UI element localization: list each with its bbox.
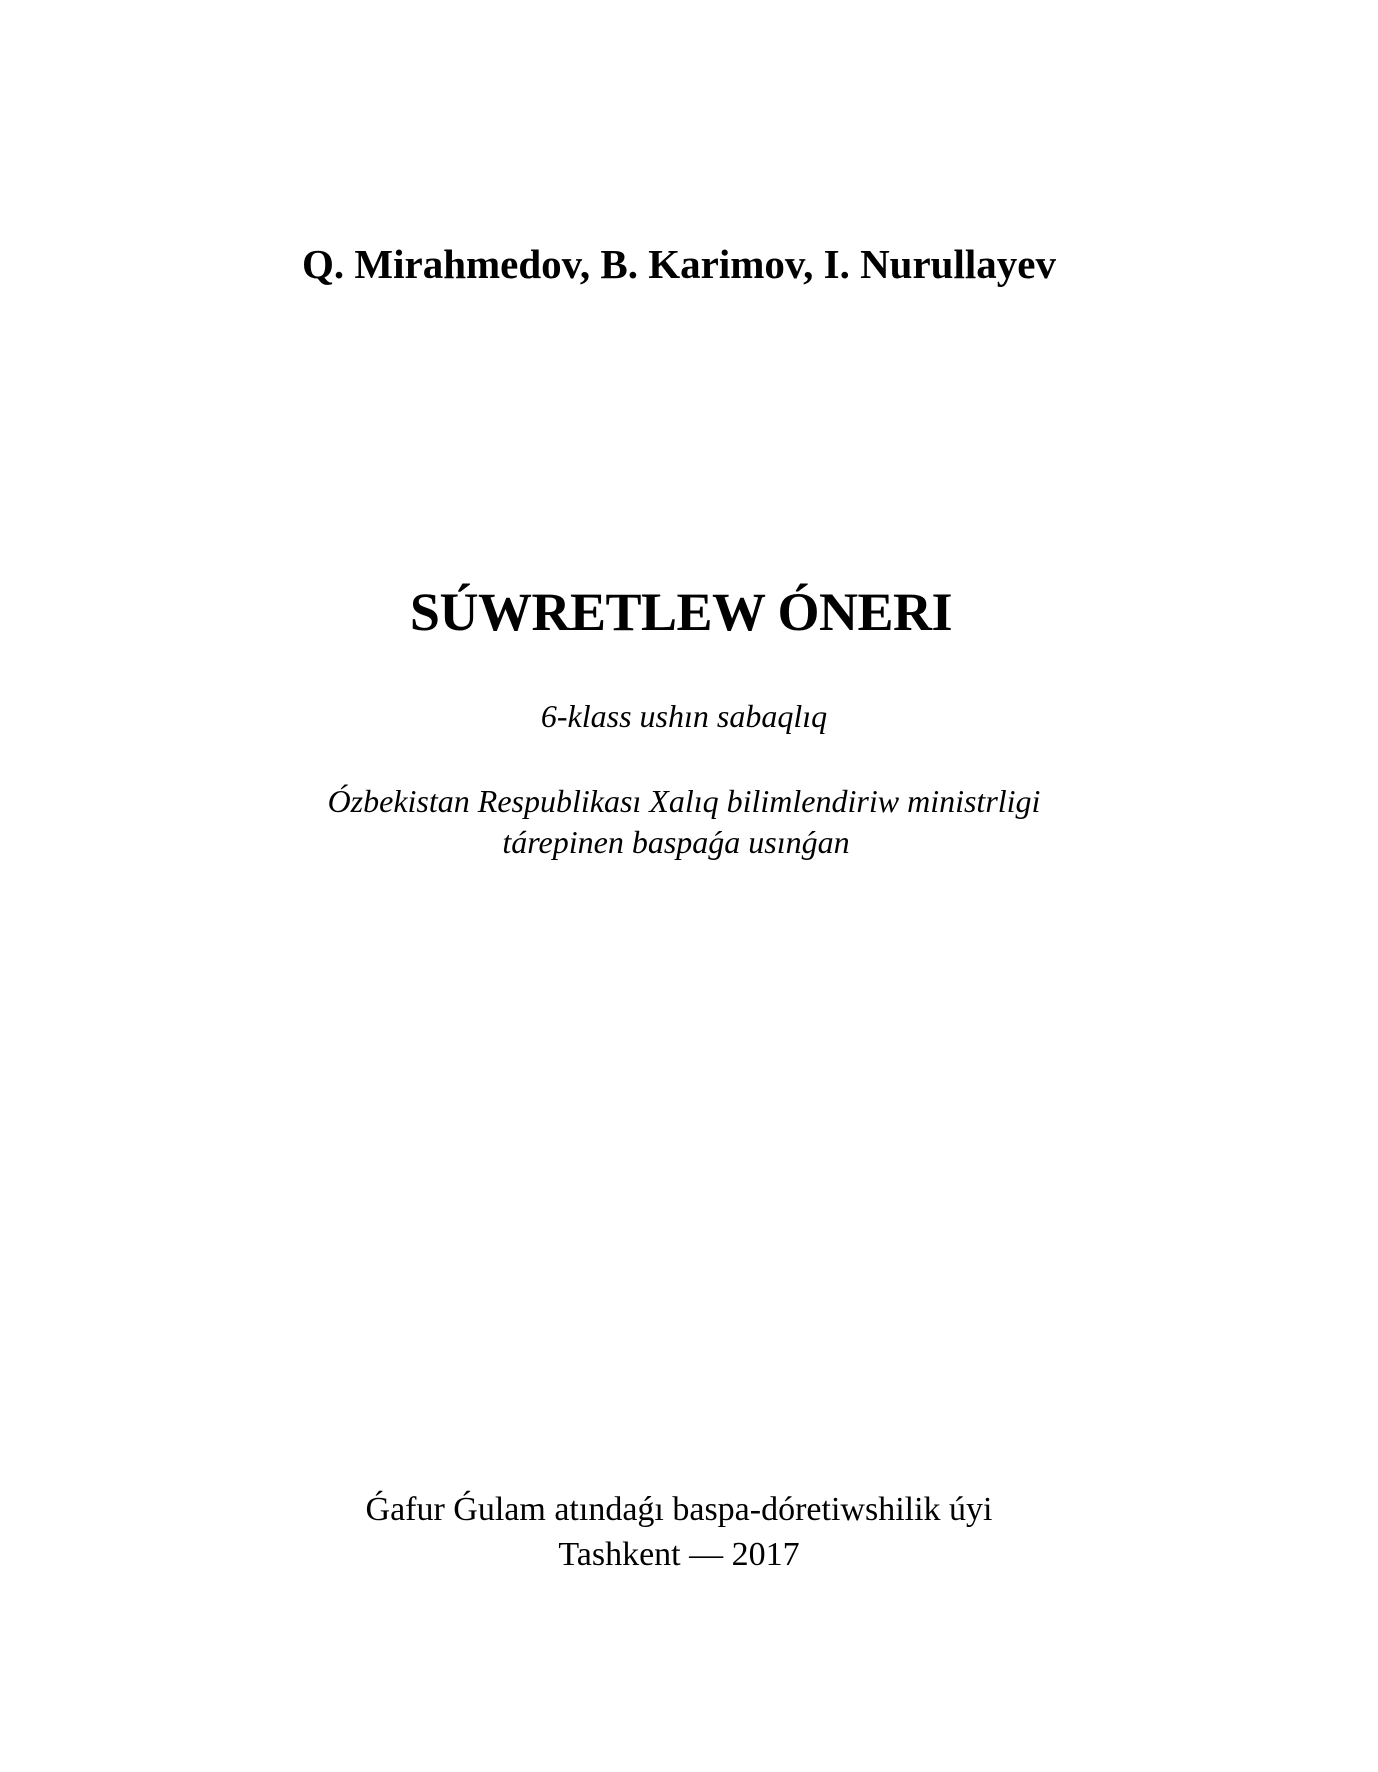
book-title: SÚWRETLEW ÓNERI xyxy=(409,582,953,642)
publisher: Ǵafur Ǵulam atındaǵı baspa-dóretiwshilik úyi xyxy=(365,1491,993,1528)
authors: Q. Mirahmedov, B. Karimov, I. Nurullayev xyxy=(302,241,1056,287)
approval-line-2: tárepinen baspaǵa usınǵan xyxy=(502,824,850,860)
city-year: Tashkent — 2017 xyxy=(558,1536,800,1573)
subtitle: 6-klass ushın sabaqlıq xyxy=(540,698,828,734)
approval-line-1: Ózbekistan Respublikası Xalıq bilimlendiriw ministrligi xyxy=(327,783,1041,819)
